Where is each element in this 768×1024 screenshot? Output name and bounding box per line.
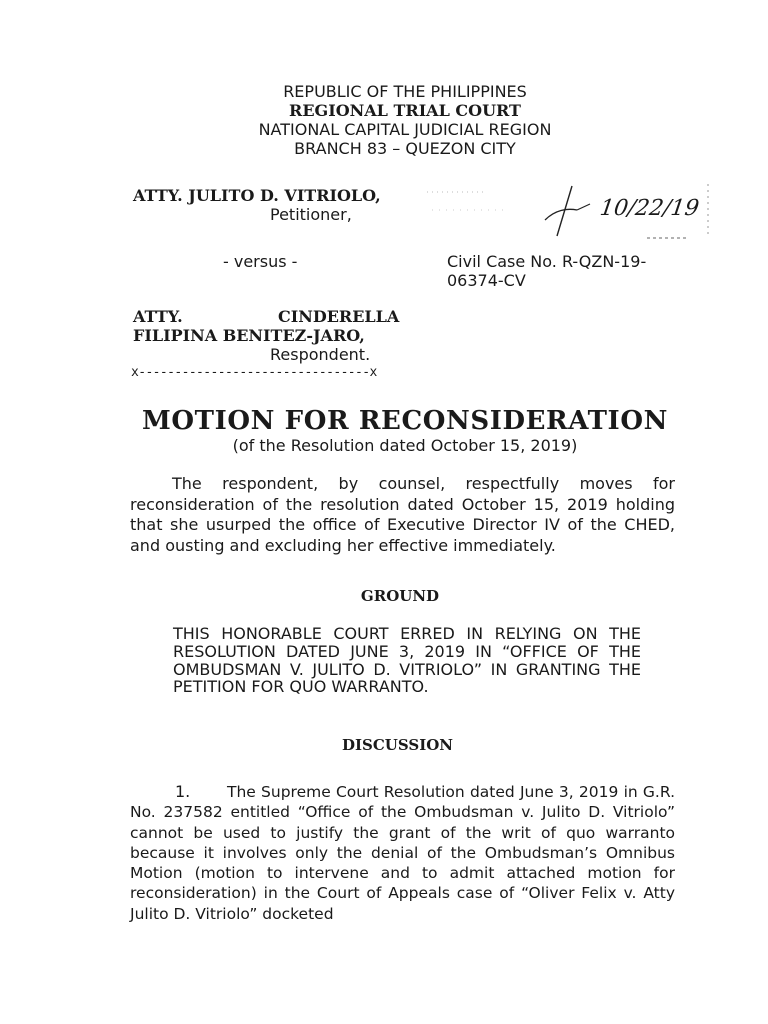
header-republic: REPUBLIC OF THE PHILIPPINES: [283, 82, 527, 101]
document-title: MOTION FOR RECONSIDERATION: [142, 406, 668, 436]
respondent-rest-name: FILIPINA BENITEZ-JARO,: [133, 326, 365, 345]
header-region: NATIONAL CAPITAL JUDICIAL REGION: [258, 120, 552, 139]
respondent-prefix: ATTY.: [133, 307, 183, 326]
intro-paragraph: The respondent, by counsel, respectfully moves for reconsideration of the resolution dated October 15, 2019 holding that she usurped the office of Executive Director IV of the CHED, and ousting and excluding her effective immediately.: [130, 474, 675, 555]
stamp-date: 10/22/19: [598, 196, 701, 221]
header-court: REGIONAL TRIAL COURT: [289, 101, 521, 120]
petitioner-role: Petitioner,: [270, 205, 352, 224]
document-subtitle: (of the Resolution dated October 15, 2019): [232, 436, 578, 455]
ground-heading: GROUND: [360, 587, 440, 605]
case-number-line1: Civil Case No. R-QZN-19-: [447, 252, 647, 271]
discussion-heading: DISCUSSION: [341, 736, 453, 754]
petitioner-name: ATTY. JULITO D. VITRIOLO,: [133, 186, 381, 205]
case-number-line2: 06374-CV: [447, 271, 526, 290]
respondent-role: Respondent.: [270, 345, 371, 364]
respondent-first-name: CINDERELLA: [278, 307, 400, 326]
received-stamp: [427, 180, 710, 242]
discussion-item-text: The Supreme Court Resolution dated June 3, 2019 in G.R. No. 237582 entitled “Office of the Ombudsman v. Julito D. Vitriolo” cannot be used to justify the grant of the writ of quo warranto because it involves only the denial of the Ombudsman’s Omnibus Motion (motion to intervene and to admit attached motion for reconsideration) in the Court of Appeals case of “Oliver Felix v. Atty Julito D. Vitriolo” docketed: [130, 783, 675, 923]
versus-label: - versus -: [223, 252, 298, 271]
discussion-item-number: 1.: [175, 782, 191, 801]
header-branch: BRANCH 83 – QUEZON CITY: [294, 139, 516, 158]
ground-text: THIS HONORABLE COURT ERRED IN RELYING ON THE RESOLUTION DATED JUNE 3, 2019 IN “OFFICE OF THE OMBUDSMAN V. JULITO D. VITRIOLO” IN GRANTING THE PETITION FOR QUO WARRANTO.: [173, 624, 641, 697]
caption-divider: x--------------------------------x: [131, 365, 377, 380]
